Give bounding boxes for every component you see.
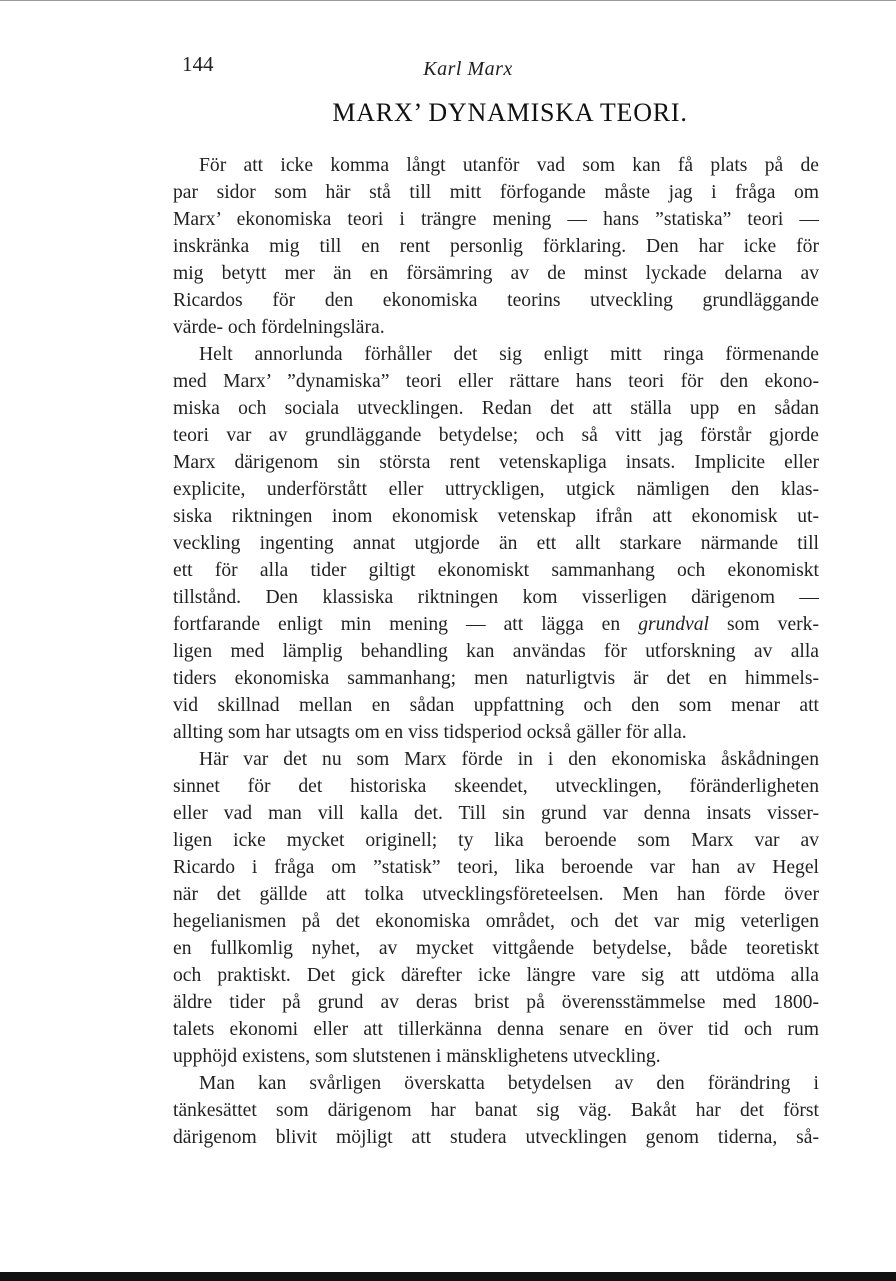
text-line: när det gällde att tolka utvecklingsföreteelsen. Men han förde över [173,884,819,905]
text-line: tillstånd. Den klassiska riktningen kom visserligen därigenom — [173,587,819,608]
text-line: Marx därigenom sin största rent vetenskapliga insats. Implicite eller [173,452,819,473]
running-head-text: Karl Marx [423,58,513,80]
paragraph-2 [173,341,819,746]
text-line: veckling ingenting annat utgjorde än ett allt starkare närmande till [173,533,819,554]
text-line: mig betytt mer än en försämring av de minst lyckade delarna av [173,263,819,284]
text-line: tänkesättet som därigenom har banat sig väg. Bakåt har det först [173,1100,819,1121]
text-line: Helt annorlunda förhåller det sig enligt mitt ringa förmenande [199,344,819,365]
text-segment: som verk- [708,614,819,635]
text-line: Marx’ ekonomiska teori i trängre mening — hans ”statiska” teori — [173,209,819,230]
paragraph-4 [173,1070,819,1151]
text-line: ett för alla tider giltigt ekonomiskt sammanhang och ekonomiskt [173,560,819,581]
page-number: 144 [182,52,214,76]
emphasized-word: grundval [638,614,709,635]
text-line: ligen med lämplig behandling kan användas för utforskning av alla [173,641,819,662]
text-line: en fullkomlig nyhet, av mycket vittgående betydelse, både teoretiskt [173,938,819,959]
text-line: värde- och fördelningslära. [173,317,385,338]
text-line-emphasis [173,611,819,638]
text-line: äldre tider på grund av deras brist på överensstämmelse med 1800- [173,992,819,1013]
paragraph-3 [173,746,819,1070]
text-line: därigenom blivit möjligt att studera utvecklingen genom tiderna, så- [173,1127,819,1148]
text-line: Här var det nu som Marx förde in i den ekonomiska åskådningen [199,749,819,770]
text-line: med Marx’ ”dynamiska” teori eller rättare hans teori för den ekono- [173,371,819,392]
body-text [173,152,819,1151]
text-line: sinnet för det historiska skeendet, utvecklingen, föränderligheten [173,776,819,797]
text-line: och praktiskt. Det gick därefter icke längre vare sig att utdöma alla [173,965,819,986]
text-line: explicite, underförstått eller uttryckligen, utgick nämligen den klas- [173,479,819,500]
scan-edge-bar [0,1272,896,1281]
paragraph-1 [173,152,819,341]
chapter-title: MARX’ DYNAMISKA TEORI. [332,98,688,127]
top-rule [0,0,896,1]
running-head [0,58,896,81]
text-line: teori var av grundläggande betydelse; och så vitt jag förstår gjorde [173,425,819,446]
text-line: miska och sociala utvecklingen. Redan det att ställa upp en sådan [173,398,819,419]
text-line: För att icke komma långt utanför vad som kan få plats på de [199,155,819,176]
text-line: inskränka mig till en rent personlig förklaring. Den har icke för [173,236,819,257]
text-line: hegelianismen på det ekonomiska området, och det var mig veterligen [173,911,819,932]
text-line: allting som har utsagts om en viss tidsperiod också gäller för alla. [173,722,687,743]
text-line: par sidor som här stå till mitt förfogande måste jag i fråga om [173,182,819,203]
text-line: tiders ekonomiska sammanhang; men naturligtvis är det en himmels- [173,668,819,689]
text-line: Ricardos för den ekonomiska teorins utveckling grundläggande [173,290,819,311]
text-line: upphöjd existens, som slutstenen i mänsklighetens utveckling. [173,1046,661,1067]
text-line: siska riktningen inom ekonomisk vetenskap ifrån att ekonomisk ut- [173,506,819,527]
text-line: Man kan svårligen överskatta betydelsen av den förändring i [199,1073,819,1094]
text-segment: fortfarande enligt min mening — att lägga en [173,614,639,635]
text-line: talets ekonomi eller att tillerkänna denna senare en över tid och rum [173,1019,819,1040]
text-line: Ricardo i fråga om ”statisk” teori, lika beroende var han av Hegel [173,857,819,878]
text-line: eller vad man vill kalla det. Till sin grund var denna insats visser- [173,803,819,824]
text-line: ligen icke mycket originell; ty lika beroende som Marx var av [173,830,819,851]
text-line: vid skillnad mellan en sådan uppfattning och den som menar att [173,695,819,716]
